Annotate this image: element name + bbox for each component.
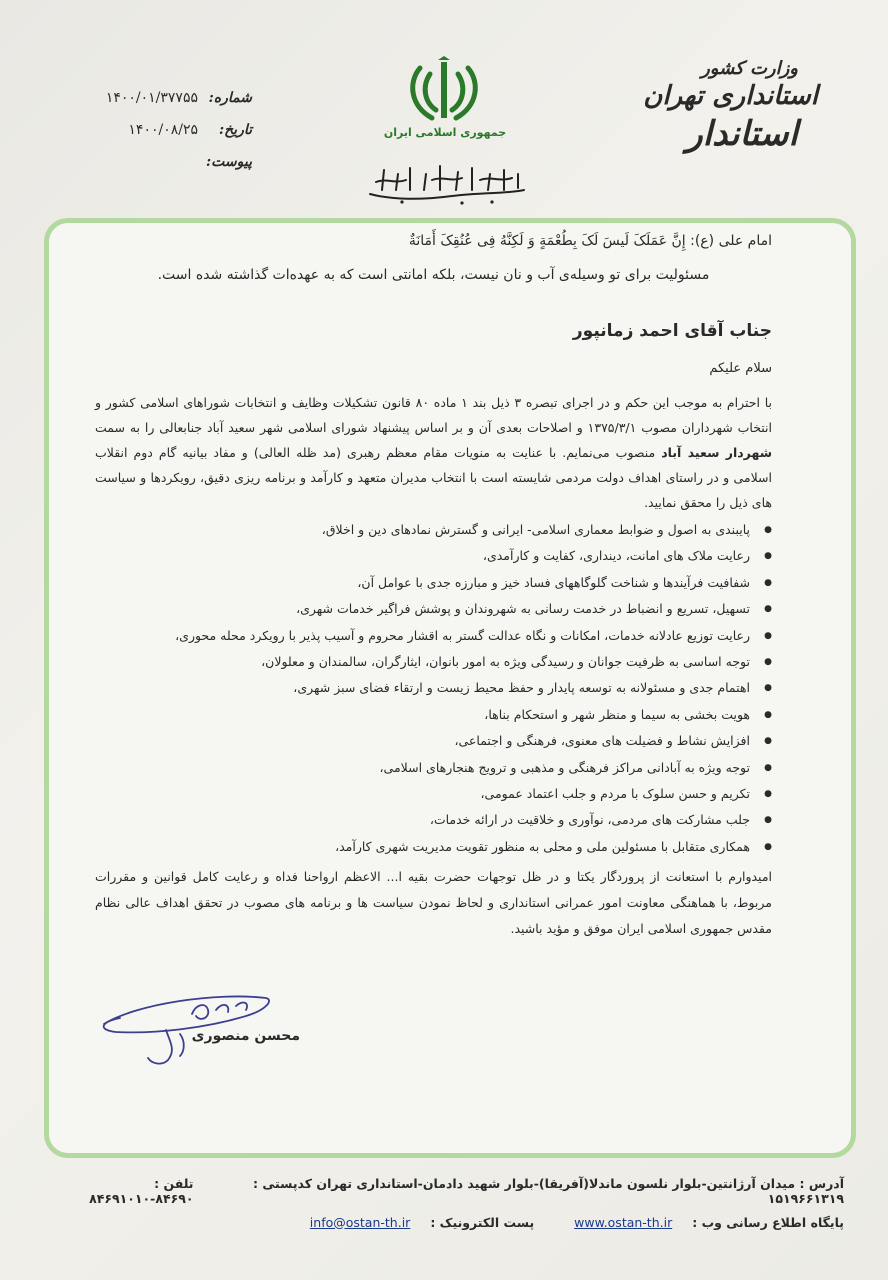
policy-item: ● تسهیل، تسریع و انضباط در خدمت رسانی به شهروندان و پوشش فراگیر خدمات شهری، [95,596,750,622]
attachment-label: پیوست: [206,154,252,170]
policy-item: ● توجه ویژه به آبادانی مراکز فرهنگی و مذهبی و ترویج هنجارهای اسلامی، [95,755,750,781]
iran-emblem-icon [406,56,482,126]
footer-web-row [50,1208,844,1236]
date-label: تاریخ: [218,122,252,138]
closing-paragraph: امیدوارم با استعانت از پروردگار یکتا و در ظل توجهات حضرت بقیه ا... الاعظم ارواحنا فداه و رعایت کامل قوانین و مقررات مربوط، با هماهنگی معاونت امور عمرانی استانداری و لحاظ نمودن سیاست ها و برنامه های مصوب در تحقق اهداف عالی نظام مقدس جمهوری اسلامی ایران موفق و مؤید باشید. [95,869,772,937]
appointment-paragraph [95,390,772,515]
footer-contact-row [50,1176,844,1204]
governorate-name: استانداری تهران [643,81,818,111]
republic-label: جمهوری اسلامی ایران [383,126,507,139]
policy-item: ● شفافیت فرآیندها و شناخت گلوگاههای فساد خیز و مبارزه جدی با عوامل آن، [95,570,750,596]
policy-item: ● افزایش نشاط و فضیلت های معنوی، فرهنگی و اجتماعی، [95,728,750,754]
policy-item: ● پایبندی به اصول و ضوابط معماری اسلامی- ایرانی و گسترش نمادهای دین و اخلاق، [95,517,750,543]
policy-item: ● رعایت توزیع عادلانه خدمات، امکانات و نگاه عدالت گستر به اقشار محروم و آسیب پذیر با رویکرد محله محوری، [95,623,750,649]
appointment-text-start: با احترام به موجب این حکم و در اجرای تبصره ۳ ذیل بند ۱ ماده ۸۰ قانون تشکیلات وظایف و انتخابات شوراهای اسلامی کشور و انتخاب شهرداران مصوب ۱۳۷۵/۳/۱ و اصلاحات بعدی آن و بر اساس پیشنهاد شورای اسلامی شهر سعید آباد جنابعالی را به سمت [95,395,772,435]
policy-item: ● جلب مشارکت های مردمی، نوآوری و خلاقیت در ارائه خدمات، [95,807,750,833]
governor-title: استاندار [686,114,798,154]
policy-item: ● همکاری متقابل با مسئولین ملی و محلی به منظور تقویت مدیریت شهری کارآمد، [95,834,750,860]
policy-item: ● هویت بخشی به سیما و منظر شهر و استحکام بناها، [95,702,750,728]
hadith-quote: امام علی (ع): إِنَّ عَمَلَکَ لَیسَ لَکَ بِطُعْمَةٍ وَ لَکِنَّهُ فِی عُنُقِکَ أَمَانَةٌ [408,233,772,249]
email-label: پست الکترونیک : [430,1214,535,1230]
email-link[interactable]: info@ostan-th.ir [309,1214,411,1230]
policy-item: ● توجه اساسی به ظرفیت جوانان و رسیدگی ویژه به امور بانوان، ایثارگران، سالمندان و معلولان، [95,649,750,675]
website-link[interactable]: www.ostan-th.ir [574,1214,673,1230]
letter-footer [50,1176,844,1236]
number-label: شماره: [208,90,252,106]
footer-phone: تلفن : ۸۴۶۹۰-۸۴۶۹۱۰۱۰ [89,1176,194,1206]
policy-item: ● اهتمام جدی و مسئولانه به توسعه پایدار و حفظ محیط زیست و ارتقاء فضای سبز شهری، [95,675,750,701]
date-row [92,114,252,146]
policy-list [95,517,772,860]
signer-name: محسن منصوری [191,1028,300,1044]
appointment-position: شهردار سعید آباد [661,445,772,460]
attachment-row [92,146,252,178]
bismillah-calligraphy-icon [362,160,532,206]
appointment-text-end: منصوب می‌نمایم. با عنایت به منویات مقام معظم رهبری (مد ظله العالی) و مفاد بیانیه گام دوم انقلاب اسلامی و در راستای اهداف دولت مردمی شایسته است با انتخاب مدیران متعهد و کارآمد و برنامه ریزی دقیق، رویکردها و سیاست های ذیل را محقق نمایید. [95,445,772,510]
letter-meta [92,82,252,178]
date-value: ۱۴۰۰/۰۸/۲۵ [128,122,198,138]
hadith-translation: مسئولیت برای تو وسیله‌ی آب و نان نیست، بلکه امانتی است که به عهده‌ات گذاشته شده است. [157,267,710,283]
number-row [92,82,252,114]
ministry-name: وزارت کشور [701,58,798,79]
recipient-title: جناب آقای احمد زمانپور [572,321,772,341]
letter-body [95,228,772,942]
greeting: سلام علیکم [709,361,772,376]
website-label: پایگاه اطلاع رسانی وب : [692,1214,844,1230]
footer-address: آدرس : میدان آرژانتین-بلوار نلسون ماندلا(آفریقا)-بلوار شهید دادمان-استانداری تهران کدپستی : ۱۵۱۹۶۶۱۳۱۹ [253,1176,844,1206]
policy-item: ● تکریم و حسن سلوک با مردم و جلب اعتماد عمومی، [95,781,750,807]
number-value: ۱۴۰۰/۰۱/۳۷۷۵۵ [105,90,198,106]
ministry-heading [618,58,818,155]
policy-item: ● رعایت ملاک های امانت، دینداری، کفایت و کارآمدی، [95,543,750,569]
